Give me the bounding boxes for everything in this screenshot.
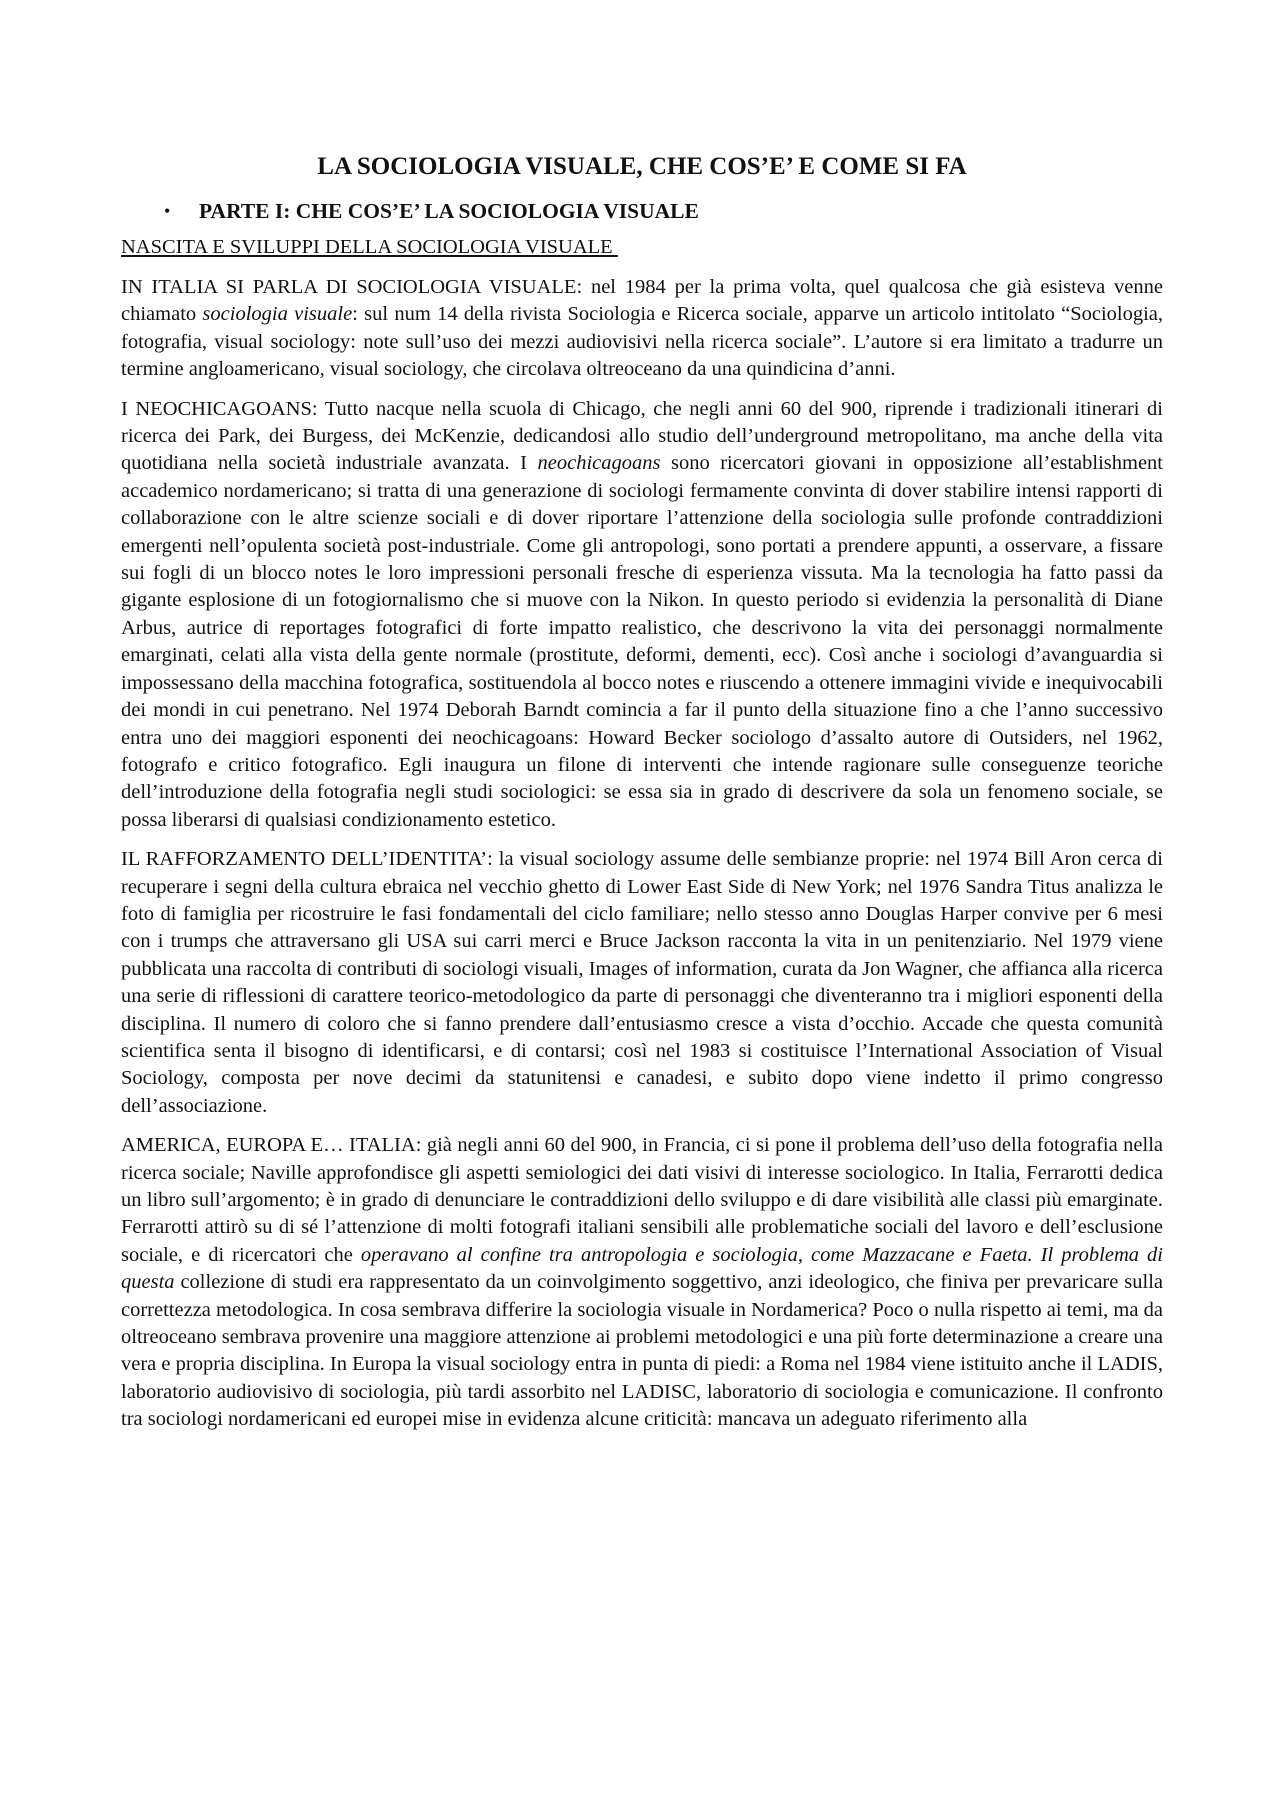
bullet-icon: • bbox=[164, 201, 171, 221]
paragraph-italia bbox=[121, 274, 1163, 384]
paragraph-text: la visual sociology assume delle sembianze proprie: nel 1974 Bill Aron cerca di recuperare i segni della cultura ebraica nel vecchio ghetto di Lower East Side di New York; nel 1976 Sandra Titus analizza le foto di famiglia per ricostruire le fasi fondamentali del ciclo familiare; nello stesso anno Douglas Harper convive per 6 mesi con i trumps che attraversano gli USA sui carri merci e Bruce Jackson racconta la vita in un penitenziario. Nel 1979 viene pubblicata una raccolta di contributi di sociologi visuali, Images of information, curata da Jon Wagner, che affianca alla ricerca una serie di riflessioni di carattere teorico-metodologico da parte di personaggi che diventeranno tra i migliori esponenti della disciplina. Il numero di coloro che si fanno prendere dall’entusiasmo cresce a vista d’occhio. Accade che questa comunità scientifica senta il bisogno di identificarsi, e di contarsi; così nel 1983 si costituisce l’International Association of Visual Sociology, composta per nove decimi da statunitensi e canadesi, e subito dopo viene indetto il primo congresso dell’associazione. bbox=[121, 848, 1163, 1117]
paragraph-lead: IN ITALIA SI PARLA DI SOCIOLOGIA VISUALE: bbox=[121, 276, 583, 298]
paragraph-neochicagoans bbox=[121, 396, 1163, 835]
section-heading: NASCITA E SVILUPPI DELLA SOCIOLOGIA VISUALE bbox=[121, 236, 618, 258]
paragraph-rafforzamento bbox=[121, 846, 1163, 1120]
paragraph-text: : sul num 14 della rivista Sociologia e Ricerca sociale, apparve un articolo intitolato “Sociologia, fotografia, visual sociology: note sull’uso dei mezzi audiovisivi nella ricerca sociale”. L’autore si era limitato a tradurre un termine angloamericano, visual sociology, che circolava oltreoceano da una quindicina d’anni. bbox=[121, 303, 1164, 381]
paragraph-italic: sociologia visuale bbox=[202, 303, 353, 326]
paragraph-america-europa bbox=[121, 1132, 1163, 1433]
paragraph-italic: operavano al confine tra antropologia e sociologia, come Mazzacane e Faeta. Il problema di questa bbox=[121, 1243, 1163, 1294]
paragraph-text: già negli anni 60 del 900, in Francia, ci si pone il problema dell’uso della fotografia nella ricerca sociale; Naville approfondisce gli aspetti semiologici dei dati visivi di interesse sociologico. In Italia, Ferrarotti dedica un libro sull’argomento; è in grado di denunciare le contraddizioni dello sviluppo e di dare visibilità alle classi più emarginate. Ferrarotti attirò su di sé l’attenzione di molti fotografi italiani sensibili alle problematiche sociali del lavoro e dell’esclusione sociale, e di ricercatori che bbox=[121, 1134, 1163, 1266]
part-heading bbox=[121, 194, 1163, 228]
paragraph-text: nel 1984 per la prima volta, quel qualcosa che già esisteva venne chiamato bbox=[121, 276, 1164, 326]
paragraph-text: collezione di studi era rappresentato da un coinvolgimento soggettivo, anzi ideologico, che finiva per prevaricare sulla correttezza metodologica. In cosa sembrava differire la sociologia visuale in Nordamerica? Poco o nulla rispetto ai temi, ma da oltreoceano sembrava provenire una maggiore attenzione ai problemi metodologici e una più forte determinazione a creare una vera e propria disciplina. In Europa la visual sociology entra in punta di piedi: a Roma nel 1984 viene istituito anche il LADIS, laboratorio audiovisivo di sociologia, più tardi assorbito nel LADISC, laboratorio di sociologia e comunicazione. Il confronto tra sociologi nordamericani ed europei mise in evidenza alcune criticità: mancava un adeguato riferimento alla bbox=[121, 1271, 1163, 1431]
document-page bbox=[121, 150, 1163, 1446]
paragraph-lead: I NEOCHICAGOANS: bbox=[121, 397, 318, 420]
paragraph-text: Tutto nacque nella scuola di Chicago, che negli anni 60 del 900, riprende i tradizionali itinerari di ricerca dei Park, dei Burgess, dei McKenzie, dedicandosi allo studio dell’underground metropolitano, ma anche della vita quotidiana nella società industriale avanzata. I bbox=[121, 397, 1163, 475]
paragraph-italic: neochicagoans bbox=[537, 452, 661, 475]
paragraph-lead: IL RAFFORZAMENTO DELL’IDENTITA’: bbox=[121, 848, 493, 871]
document-title: LA SOCIOLOGIA VISUALE, CHE COS’E’ E COME SI FA bbox=[317, 153, 967, 180]
paragraph-text: sono ricercatori giovani in opposizione all’establishment accademico nordamericano; si tratta di una generazione di sociologi fermamente convinta di dover stabilire intensi rapporti di collaborazione con le altre scienze sociali e di dover riportare l’attenzione della sociologia sulle profonde contraddizioni emergenti nell’opulenta società post-industriale. Come gli antropologi, sono portati a prendere appunti, a osservare, a fissare sui fogli di un blocco notes le loro impressioni personali fresche di esperienza vissuta. Ma la tecnologia ha fatto passi da gigante esplosione di un fotogiornalismo che si muove con la Nikon. In questo periodo si evidenzia la personalità di Diane Arbus, autrice di reportages fotografici di forte impatto realistico, che descrivono la vita dei personaggi normalmente emarginati, celati alla vista della gente normale (prostitute, deformi, dementi, ecc). Così anche i sociologi d’avanguardia si impossessano della macchina fotografica, sostituendola al bocco notes e riuscendo a ottenere immagini vivide e inequivocabili dei mondi in cui penetrano. Nel 1974 Deborah Barndt comincia a far il punto della situazione fino a che l’anno successivo entra uno dei maggiori esponenti dei neochicagoans: Howard Becker sociologo d’assalto autore di Outsiders, nel 1962, fotografo e critico fotografico. Egli inaugura un filone di interventi che intende ragionare sulle conseguenze teoriche dell’introduzione della fotografia negli studi sociologici: se essa sia in grado di descrivere da sola un fenomeno sociale, se possa liberarsi di qualsiasi condizionamento estetico. bbox=[121, 452, 1163, 831]
part-label: PARTE I: CHE COS’E’ LA SOCIOLOGIA VISUALE bbox=[199, 199, 699, 223]
paragraph-lead: AMERICA, EUROPA E… ITALIA: bbox=[121, 1134, 422, 1157]
